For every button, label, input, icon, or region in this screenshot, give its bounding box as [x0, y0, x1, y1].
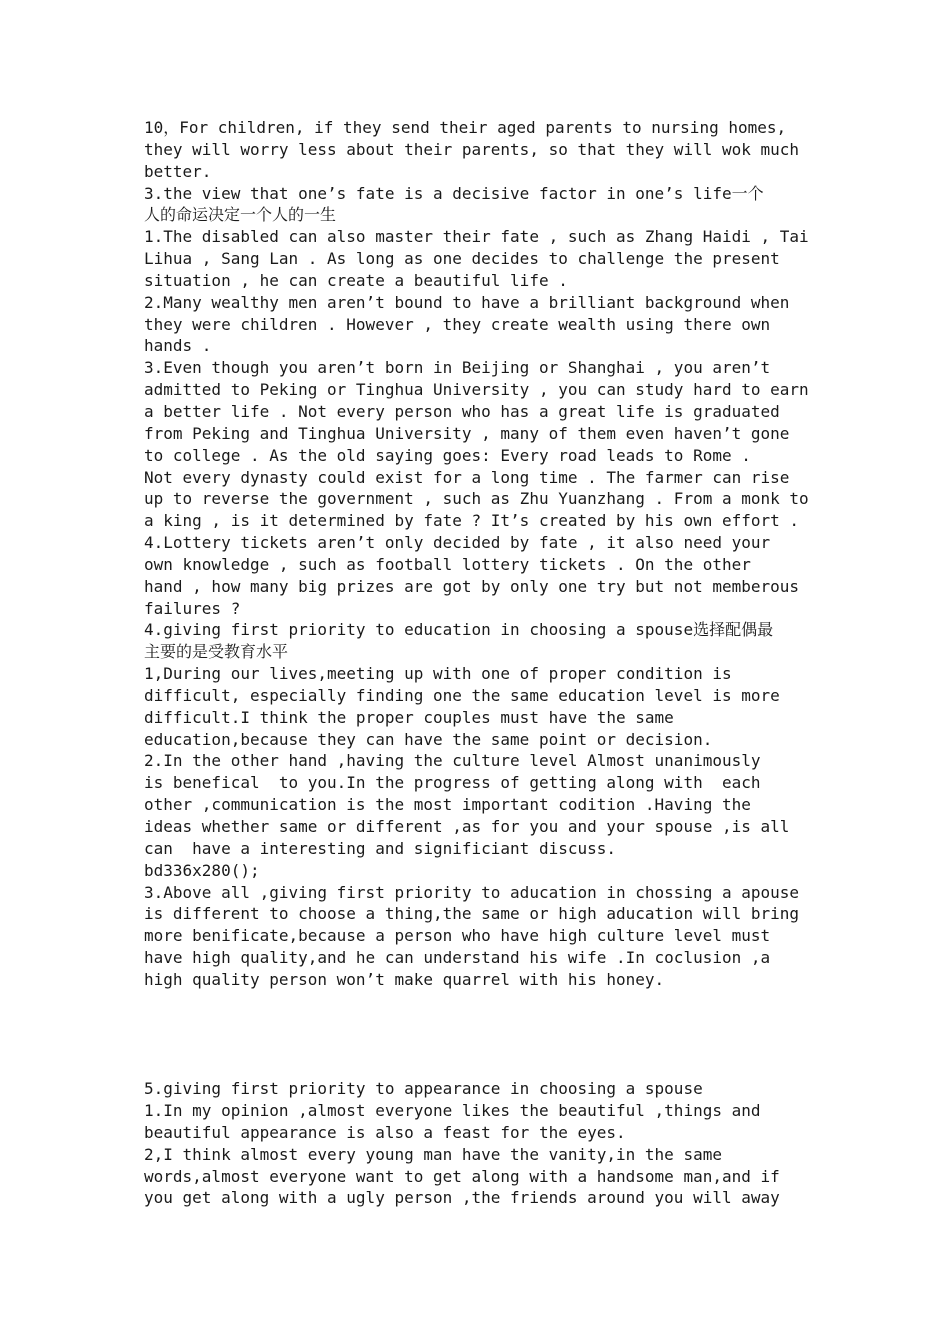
text-line: a better life . Not every person who has a great life is graduated: [144, 401, 780, 421]
text-line: up to reverse the government , such as Zhu Yuanzhang . From a monk to: [144, 489, 809, 509]
text-line: 3.Even though you aren’t born in Beijing or Shanghai , you aren’t: [144, 358, 771, 378]
text-line: difficult, especially finding one the same education level is more: [144, 685, 780, 705]
text-line: can have a interesting and significiant discuss.: [144, 838, 617, 858]
document-body: [144, 117, 824, 1209]
essay-section-top: [144, 117, 824, 991]
text-line: failures ?: [144, 598, 241, 618]
text-line: difficult.I think the proper couples must have the same: [144, 707, 674, 727]
text-line: 人的命运决定一个人的一生: [144, 205, 337, 225]
text-line: 主要的是受教育水平: [144, 642, 289, 662]
text-line: is different to choose a thing,the same or high aducation will bring: [144, 904, 800, 924]
text-line: words,almost everyone want to get along with a handsome man,and if: [144, 1166, 780, 1186]
text-line: ideas whether same or different ,as for you and your spouse ,is all: [144, 817, 790, 836]
text-line: 10，For children, if they send their aged parents to nursing homes,: [144, 118, 787, 137]
text-line: 2,I think almost every young man have the vanity,in the same: [144, 1144, 722, 1164]
text-line: they were children . However , they create wealth using there own: [144, 314, 771, 334]
text-line: a king , is it determined by fate ? It’s created by his own effort .: [144, 511, 800, 531]
text-line: 4.giving first priority to education in choosing a spouse选择配偶最: [144, 620, 774, 640]
text-line: hands .: [144, 336, 212, 356]
text-line: Not every dynasty could exist for a long time . The farmer can rise: [144, 467, 790, 487]
text-line: education,because they can have the same point or decision.: [144, 729, 713, 749]
text-line: is benefical to you.In the progress of getting along with each: [144, 773, 761, 793]
text-line: 1.In my opinion ,almost everyone likes the beautiful ,things and: [144, 1100, 761, 1120]
text-line: bd336x280();: [144, 860, 260, 880]
text-line: 3.the view that one’s fate is a decisive factor in one’s life一个: [144, 183, 764, 203]
text-line: beautiful appearance is also a feast for the eyes.: [144, 1122, 626, 1142]
text-line: 1,During our lives,meeting up with one of proper condition is: [144, 664, 732, 684]
text-line: have high quality,and he can understand his wife .In coclusion ,a: [144, 948, 771, 968]
text-line: other ,communication is the most important codition .Having the: [144, 795, 751, 815]
text-line: 2.In the other hand ,having the culture level Almost unanimously: [144, 751, 761, 771]
text-line: own knowledge , such as football lottery tickets . On the other: [144, 554, 751, 574]
text-line: more benificate,because a person who have high culture level must: [144, 926, 771, 946]
blank-gap: [144, 991, 824, 1078]
text-line: Lihua , Sang Lan . As long as one decides to challenge the present: [144, 249, 780, 269]
text-line: hand , how many big prizes are got by only one try but not memberous: [144, 576, 800, 596]
text-line: high quality person won’t make quarrel with his honey.: [144, 969, 665, 989]
text-line: admitted to Peking or Tinghua University , you can study hard to earn: [144, 380, 809, 400]
essay-section-bottom: [144, 1078, 824, 1209]
text-line: they will worry less about their parents, so that they will wok much: [144, 139, 800, 159]
text-line: you get along with a ugly person ,the friends around you will away: [144, 1188, 780, 1208]
text-line: better.: [144, 161, 212, 181]
text-line: from Peking and Tinghua University , many of them even haven’t gone: [144, 423, 790, 443]
text-line: 1.The disabled can also master their fate , such as Zhang Haidi , Tai: [144, 227, 809, 247]
text-line: 4.Lottery tickets aren’t only decided by fate , it also need your: [144, 533, 771, 553]
text-line: 2.Many wealthy men aren’t bound to have a brilliant background when: [144, 292, 790, 312]
text-line: situation , he can create a beautiful life .: [144, 270, 568, 290]
text-line: 3.Above all ,giving first priority to aducation in chossing a apouse: [144, 882, 800, 902]
text-line: to college . As the old saying goes: Every road leads to Rome .: [144, 445, 751, 465]
text-line: 5.giving first priority to appearance in choosing a spouse: [144, 1079, 703, 1099]
